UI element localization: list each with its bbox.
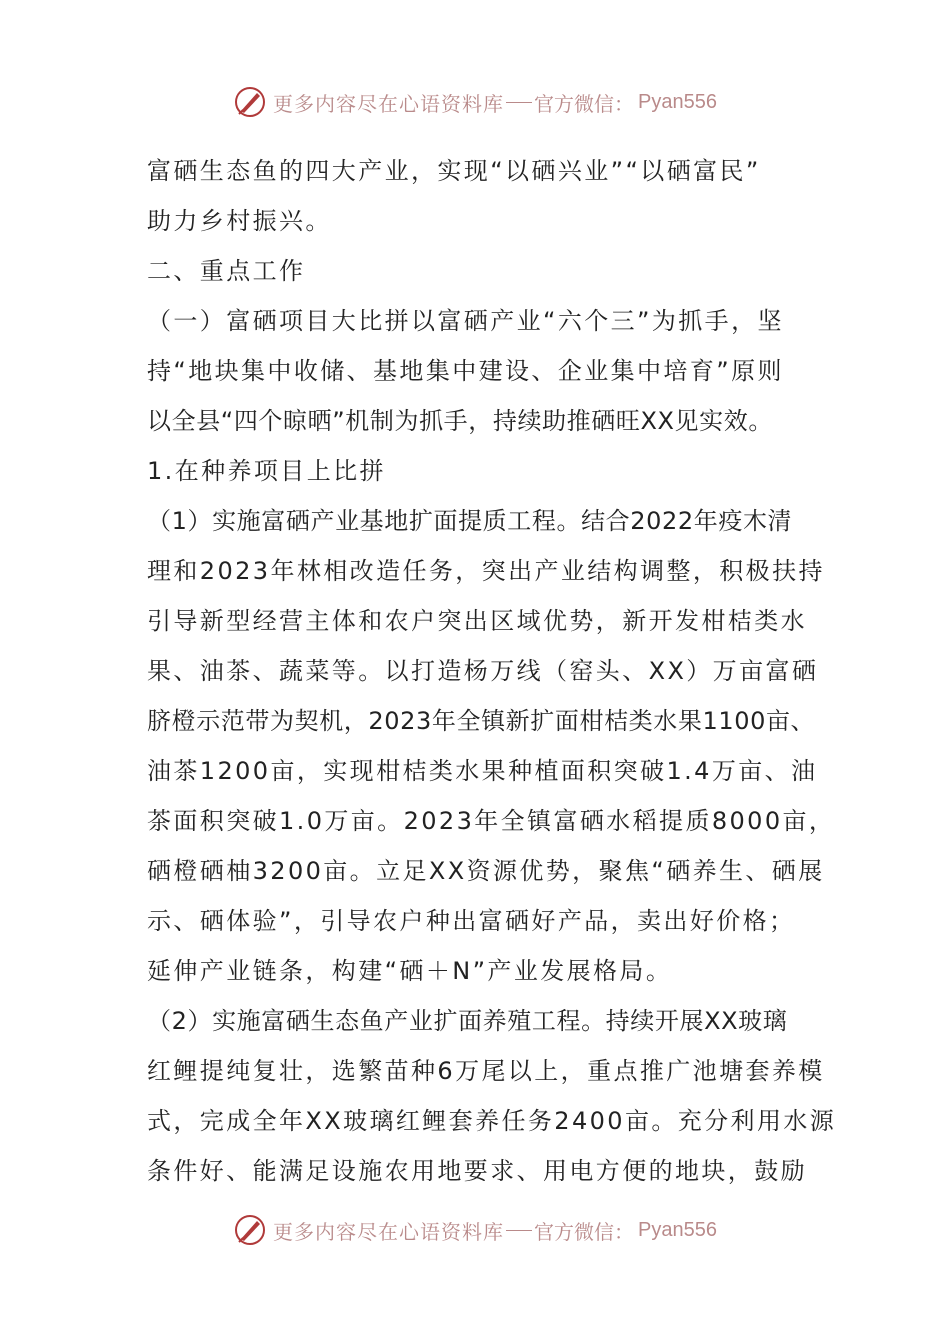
document-body	[147, 146, 837, 1196]
body-line: 条件好、能满足设施农用地要求、用电方便的地块，鼓励	[147, 1157, 807, 1185]
body-line: 示、硒体验”，引导农户种出富硒好产品，卖出好价格；	[147, 907, 796, 935]
quill-logo-icon	[233, 1213, 267, 1247]
body-line: （一）富硒项目大比拼以富硒产业“六个三”为抓手，坚	[147, 307, 784, 335]
body-line: 果、油茶、蔬菜等。以打造杨万线（窑头、XX）万亩富硒	[147, 657, 819, 685]
header-wechat-id: Pyan556	[638, 90, 717, 113]
body-line: 助力乡村振兴。	[147, 207, 332, 235]
header-watermark	[0, 82, 950, 122]
body-line: 以全县“四个晾晒”机制为抓手，持续助推硒旺XX见实效。	[147, 407, 773, 435]
body-line: 脐橙示范带为契机，2023年全镇新扩面柑桔类水果1100亩、	[147, 707, 816, 735]
body-line: （1）实施富硒产业基地扩面提质工程。结合2022年疫木清	[147, 507, 793, 535]
body-line: 富硒生态鱼的四大产业，实现“以硒兴业”“以硒富民”	[147, 157, 761, 185]
footer-watermark	[0, 1210, 950, 1250]
body-line: 引导新型经营主体和农户突出区域优势，新开发柑桔类水	[147, 607, 807, 635]
body-line: 茶面积突破1.0万亩。2023年全镇富硒水稻提质8000亩，	[147, 807, 836, 835]
footer-wechat-label: 官方微信：	[534, 1219, 635, 1244]
header-dash	[506, 102, 532, 103]
body-line: 持“地块集中收储、基地集中建设、企业集中培育”原则	[147, 357, 784, 385]
footer-wechat-id: Pyan556	[638, 1218, 717, 1241]
footer-dash	[506, 1230, 532, 1231]
body-line: 油茶1200亩，实现柑桔类水果种植面积突破1.4万亩、油	[147, 757, 818, 785]
body-line: 理和2023年林相改造任务，突出产业结构调整，积极扶持	[147, 557, 825, 585]
body-line: 硒橙硒柚3200亩。立足XX资源优势，聚焦“硒养生、硒展	[147, 857, 825, 885]
quill-logo-icon	[233, 85, 267, 119]
body-line: （2）实施富硒生态鱼产业扩面养殖工程。持续开展XX玻璃	[147, 1007, 788, 1035]
section-heading: 二、重点工作	[147, 257, 306, 285]
body-line: 延伸产业链条，构建“硒＋N”产业发展格局。	[147, 957, 673, 985]
header-site-text: 更多内容尽在心语资料库	[273, 91, 505, 116]
footer-site-text: 更多内容尽在心语资料库	[273, 1219, 505, 1244]
subsection-heading: 1.在种养项目上比拼	[147, 457, 386, 485]
body-line: 式，完成全年XX玻璃红鲤套养任务2400亩。充分利用水源	[147, 1107, 837, 1135]
body-line: 红鲤提纯复壮，选繁苗种6万尾以上，重点推广池塘套养模	[147, 1057, 825, 1085]
header-wechat-label: 官方微信：	[534, 91, 635, 116]
